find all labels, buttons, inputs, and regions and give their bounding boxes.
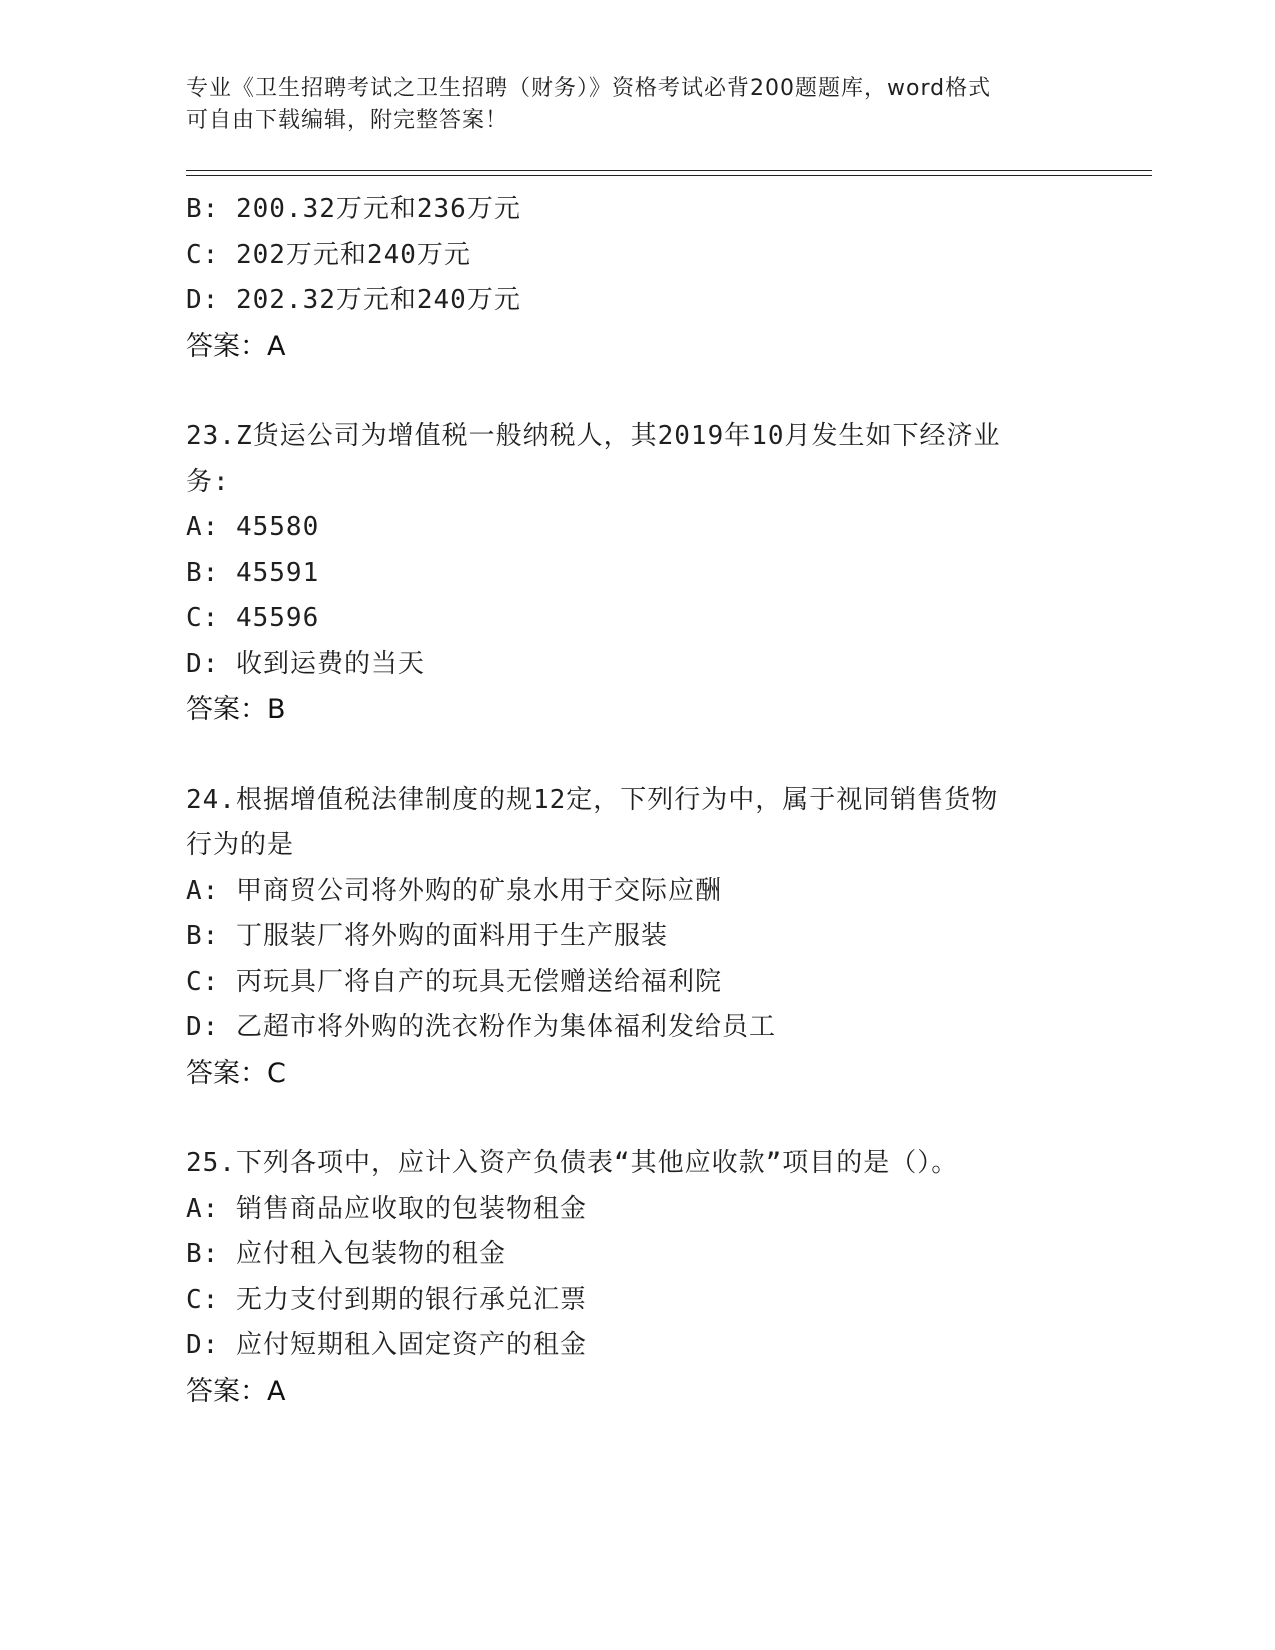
option-b: B: 应付租入包装物的租金 xyxy=(186,1239,506,1269)
option-d: D: 应付短期租入固定资产的租金 xyxy=(186,1330,587,1360)
header-rule-top xyxy=(186,170,1152,171)
answer-line: 答案：B xyxy=(186,694,286,725)
option-a: A: 甲商贸公司将外购的矿泉水用于交际应酬 xyxy=(186,875,722,906)
option-c: C: 45596 xyxy=(186,603,320,633)
option-b: B: 45591 xyxy=(186,557,320,588)
header-line-1: 专业《卫生招聘考试之卫生招聘（财务）》资格考试必背200题题库，word格式 xyxy=(186,76,992,101)
question-stem-line: 24.根据增值税法律制度的规12定，下列行为中，属于视同销售货物 xyxy=(186,784,999,815)
answer-line: 答案：A xyxy=(186,1375,286,1407)
question-stem-line: 25.下列各项中，应计入资产负债表“其他应收款”项目的是（）。 xyxy=(186,1148,959,1178)
answer-line: 答案：C xyxy=(186,1057,286,1089)
option-d: D: 202.32万元和240万元 xyxy=(186,285,521,315)
option-a: A: 45580 xyxy=(186,512,320,542)
question-stem-line: 务: xyxy=(186,466,230,497)
option-d: D: 乙超市将外购的洗衣粉作为集体福利发给员工 xyxy=(186,1012,776,1042)
header-rule-bottom xyxy=(186,175,1152,176)
option-d: D: 收到运费的当天 xyxy=(186,648,425,679)
option-c: C: 202万元和240万元 xyxy=(186,239,471,270)
document-header xyxy=(186,73,1086,137)
question-list xyxy=(186,187,1086,1414)
question-stem-line: 行为的是 xyxy=(186,830,295,860)
option-a: A: 销售商品应收取的包装物租金 xyxy=(186,1193,587,1224)
answer-line: 答案：A xyxy=(186,330,286,362)
option-b: B: 200.32万元和236万元 xyxy=(186,194,521,224)
option-c: C: 丙玩具厂将自产的玩具无偿赠送给福利院 xyxy=(186,966,722,997)
question-22-continued xyxy=(186,187,1086,369)
option-c: C: 无力支付到期的银行承兑汇票 xyxy=(186,1284,587,1315)
question-24 xyxy=(186,778,1086,1097)
header-line-2: 可自由下载编辑，附完整答案！ xyxy=(186,108,509,133)
question-stem-line: 23.Z货运公司为增值税一般纳税人，其2019年10月发生如下经济业 xyxy=(186,421,1001,451)
question-25 xyxy=(186,1141,1086,1414)
question-23 xyxy=(186,414,1086,733)
option-b: B: 丁服装厂将外购的面料用于生产服装 xyxy=(186,921,668,951)
